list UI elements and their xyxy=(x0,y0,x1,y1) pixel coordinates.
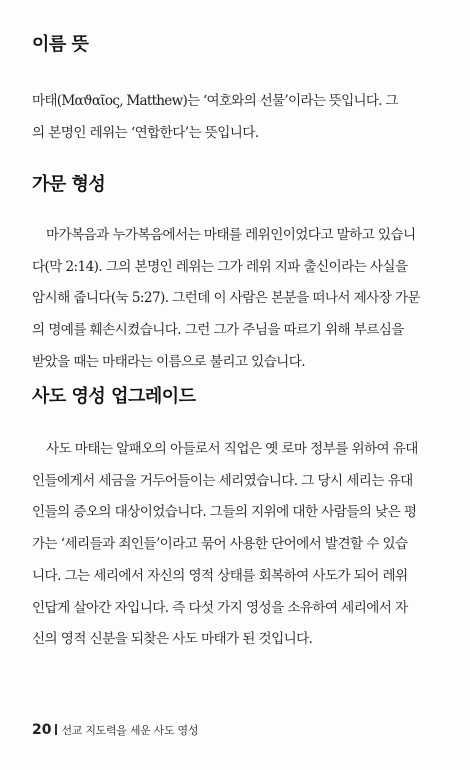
body-line: 인들에게서 세금을 거두어들이는 세리였습니다. 그 당시 세리는 유대 xyxy=(32,472,413,489)
body-line: 다(막 2:14). 그의 본명인 레위는 그가 레위 지파 출신이라는 사실을 xyxy=(32,258,408,275)
body-line: 의 명예를 훼손시켰습니다. 그런 그가 주님을 따르기 위해 부르심을 xyxy=(32,322,404,339)
body-line: 의 본명인 레위는 ‘연합한다’는 뜻입니다. xyxy=(32,124,259,141)
body-line: 마가복음과 누가복음에서는 마태를 레위인이었다고 말하고 있습니 xyxy=(46,227,416,243)
body-line: 사도 마태는 알패오의 아들로서 직업은 옛 로마 정부를 위하여 유대 xyxy=(46,441,418,457)
body-line: 신의 영적 신분을 되찾은 사도 마태가 된 것입니다. xyxy=(32,631,313,648)
section-body-family xyxy=(32,220,444,379)
body-line: 받았을 때는 마태라는 이름으로 불리고 있습니다. xyxy=(32,353,305,370)
body-line: 니다. 그는 세리에서 자신의 영적 상태를 회복하여 사도가 되어 레위 xyxy=(32,567,408,584)
body-line: 암시해 줍니다(눅 5:27). 그런데 이 사람은 본분을 떠나서 제사장 가문 xyxy=(32,290,421,307)
body-line: 인들의 증오의 대상이었습니다. 그들의 지위에 대한 사람들의 낮은 평 xyxy=(32,504,417,521)
body-line: 인답게 살아간 자입니다. 즉 다섯 가지 영성을 소유하여 세리에서 자 xyxy=(32,599,408,616)
footer-divider xyxy=(55,724,57,735)
section-body-name-meaning xyxy=(32,86,444,149)
section-heading-name-meaning: 이름 뜻 xyxy=(32,34,89,55)
body-line: 마태(Μαϑαῖος, Matthew)는 ‘여호와의 선물’이라는 뜻입니다. 그 xyxy=(32,93,398,109)
body-line: 가는 ‘세리들과 죄인들’이라고 묶어 사용한 단어에서 발견할 수 있습 xyxy=(32,536,408,553)
page-number: 20 xyxy=(32,722,52,738)
section-heading-apostle-spirituality: 사도 영성 업그레이드 xyxy=(32,386,196,407)
page-footer xyxy=(32,722,198,738)
running-title: 선교 지도력을 세운 사도 영성 xyxy=(61,724,199,737)
section-heading-family: 가문 형성 xyxy=(32,174,106,195)
section-body-apostle-spirituality xyxy=(32,434,444,656)
